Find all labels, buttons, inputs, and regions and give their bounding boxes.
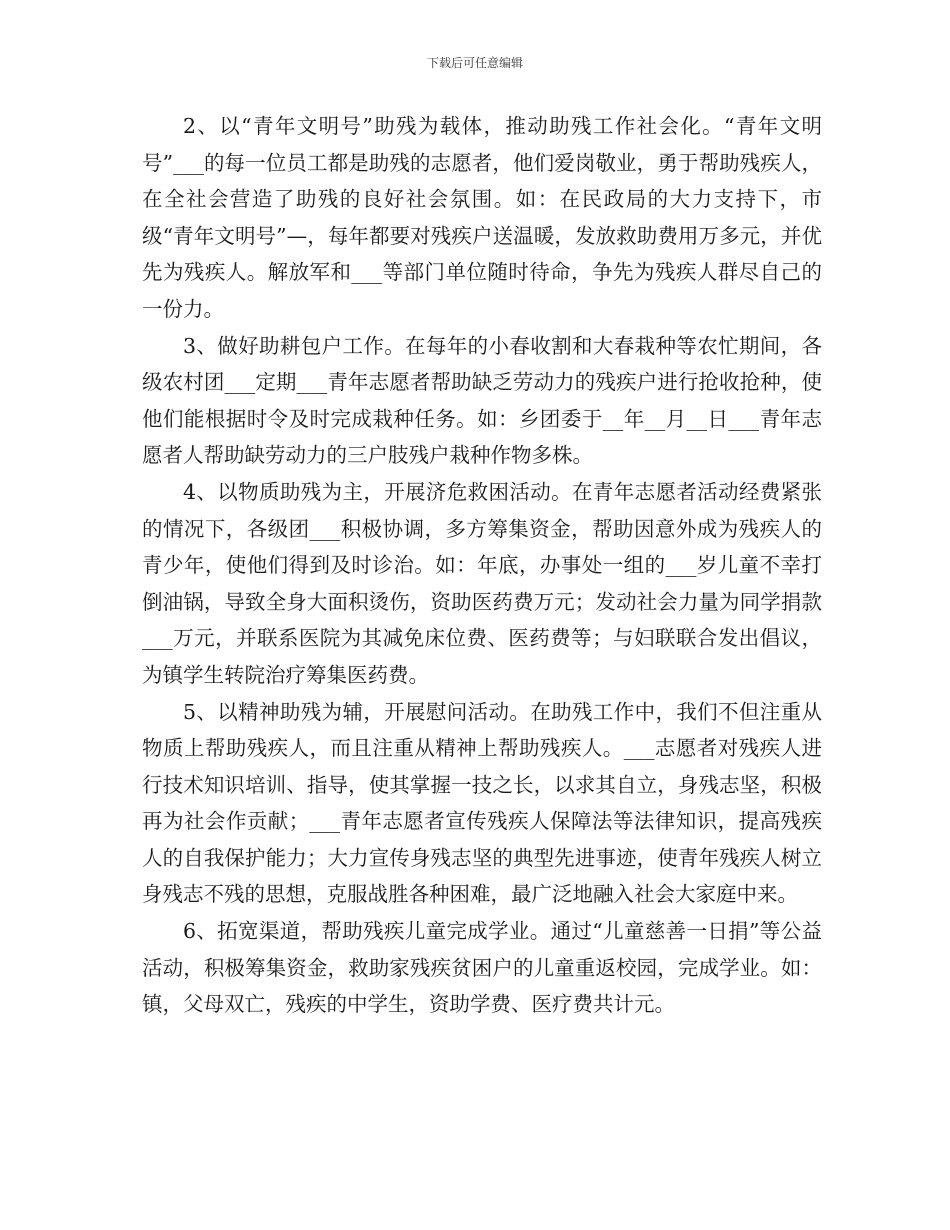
paragraph-5: 5、以精神助残为辅，开展慰问活动。在助残工作中，我们不但注重从物质上帮助残疾人，而且注重从精神上帮助残疾人。___志愿者对残疾人进行技术知识培训、指导，使其掌握一技之长，以求其自立，身残志坚，积极再为社会作贡献；___青年志愿者宣传残疾人保障法等法律知识，提高残疾人的自我保护能力；大力宣传身残志坚的典型先进事迹，使青年残疾人树立身残志不残的思想，克服战胜各种困难，最广泛地融入社会大家庭中来。: [142, 699, 822, 907]
paragraph-2: 2、以“青年文明号”助残为载体，推动助残工作社会化。“青年文明号”___的每一位员工都是助残的志愿者，他们爱岗敬业，勇于帮助残疾人，在全社会营造了助残的良好社会氛围。如：在民政局的大力支持下，市级“青年文明号”—，每年都要对残疾户送温暖，发放救助费用万多元，并优先为残疾人。解放军和___等部门单位随时待命，争先为残疾人群尽自己的一份力。: [142, 114, 822, 321]
paragraph-4: 4、以物质助残为主，开展济危救困活动。在青年志愿者活动经费紧张的情况下，各级团___积极协调，多方筹集资金，帮助因意外成为残疾人的青少年，使他们得到及时诊治。如：年底，办事处一组的___岁儿童不幸打倒油锅，导致全身大面积烫伤，资助医药费万元；发动社会力量为同学捐款___万元，并联系医院为其减免床位费、医药费等；与妇联联合发出倡议，为镇学生转院治疗筹集医药费。: [142, 479, 822, 687]
page-header: 下载后可任意编辑: [426, 56, 523, 70]
paragraph-3: 3、做好助耕包户工作。在每年的小春收割和大春栽种等农忙期间，各级农村团___定期___青年志愿者帮助缺乏劳动力的残疾户进行抢收抢种，使他们能根据时令及时完成栽种任务。如：乡团委于__年__月__日___青年志愿者人帮助缺劳动力的三户肢残户栽种作物多株。: [142, 333, 822, 468]
document-body: [142, 108, 822, 1023]
paragraph-6: 6、拓宽渠道，帮助残疾儿童完成学业。通过“儿童慈善一日捐”等公益活动，积极筹集资金，救助家残疾贫困户的儿童重返校园，完成学业。如：镇，父母双亡，残疾的中学生，资助学费、医疗费共计元。: [142, 919, 822, 1017]
